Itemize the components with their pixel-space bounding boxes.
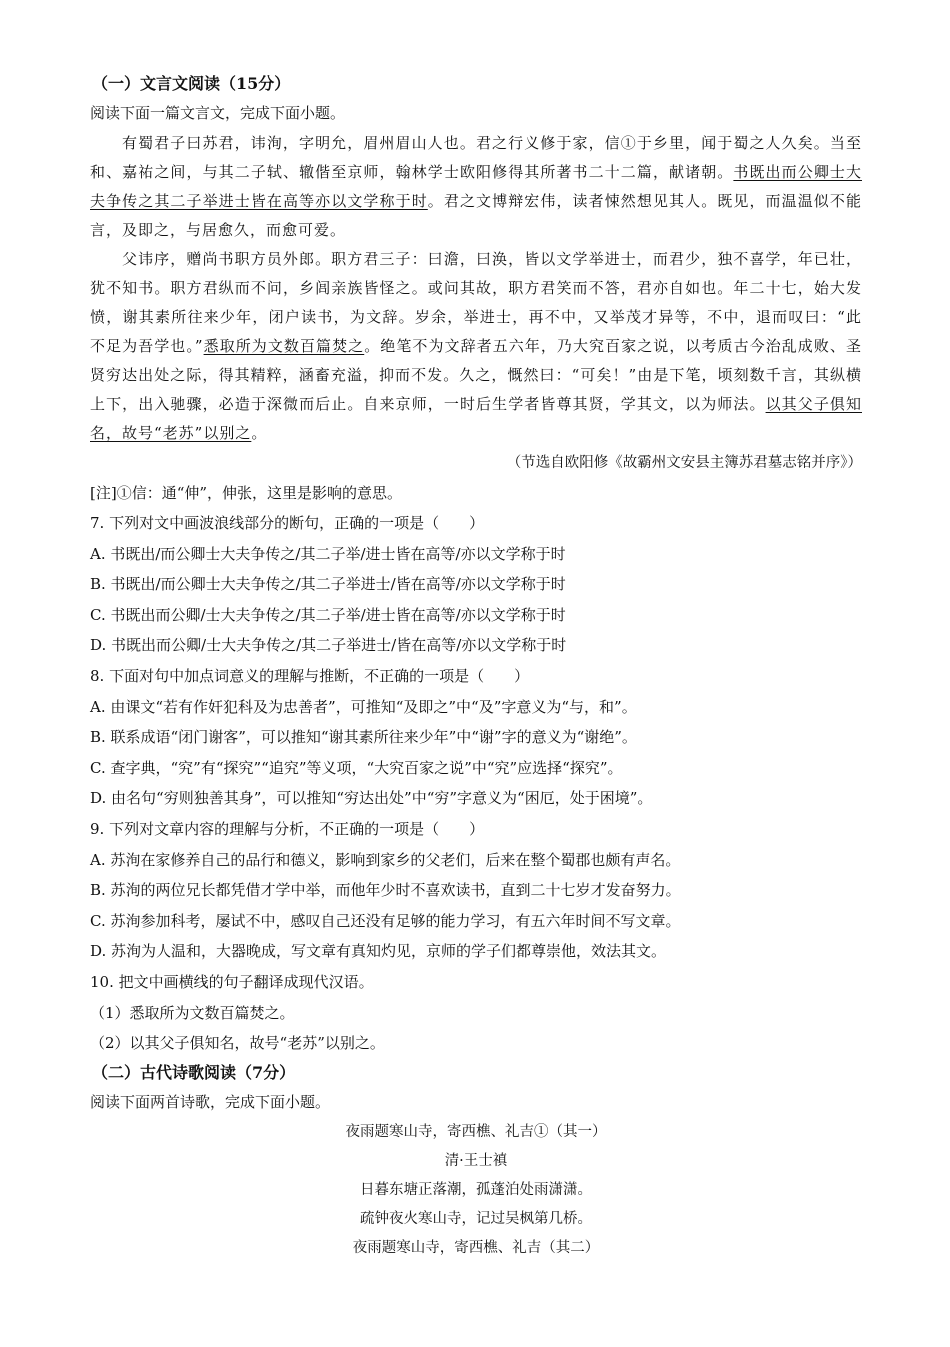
question-10 [90,967,862,1059]
exam-page [90,70,862,1263]
poem-1-line-1: 日暮东塘正落潮，孤蓬泊处雨潇潇。 [360,1181,592,1198]
underlined-sentence-1: 悉取所为文数百篇焚之 [203,337,365,355]
question-8 [90,661,862,814]
underlined-sentence-2: 以其父子俱知名，故号“老苏”以别之 [90,395,862,442]
passage-note: [注]①信：通“伸”，伸张，这里是影响的意思。 [90,484,403,502]
question-7-option-d: D. 书既出而公卿/士大夫争传之/其二子举进士/皆在高等/亦以文学称于时 [90,636,567,655]
passage-paragraph-1 [90,129,862,245]
question-8-option-a: A. 由课文“若有作奸犯科及为忠善者”，可推知“及即之”中“及”字意义为“与，和”。 [90,697,637,716]
section-title-classical: （一）文言文阅读（15分） [92,74,291,93]
question-9-option-a: A. 苏洵在家修养自己的品行和德义，影响到家乡的父老们，后来在整个蜀郡也颇有声名。 [90,850,681,869]
poem-1-title: 夜雨题寒山寺，寄西樵、礼吉①（其一） [345,1123,607,1140]
question-10-item-2: （2）以其父子俱知名，故号“老苏”以别之。 [90,1034,385,1053]
question-10-stem: 10. 把文中画横线的句子翻译成现代汉语。 [90,972,374,991]
passage-p2-text-b: 。绝笔不为文辞者五六年，乃大究百家之说，以考质古今治乱成败、圣贤穷达出处之际，得其精粹，涵畜充溢，抑而不发。久之，慨然曰：“可矣！”由是下笔，顷刻数千言，其纵横上下，出入驰骤，必造于深微而后止。自来京师，一时后生学者皆尊其贤，学其文，以为师法。 [90,337,862,413]
passage-p2-text-c: 。 [251,424,268,442]
passage-p1-text-a: 有蜀君子曰苏君，讳洵，字明允，眉州眉山人也。君之行义修于家，信①于乡里，闻于蜀之人久矣。当至和、嘉祐之间，与其二子轼、辙偕至京师，翰林学士欧阳修得其所著书二十二篇，献诸朝。 [90,134,862,181]
question-7-option-b: B. 书既出/而公卿士大夫争传之/其二子举进士/皆在高等/亦以文学称于时 [90,575,566,594]
question-8-option-b: B. 联系成语“闭门谢客”，可以推知“谢其素所往来少年”中“谢”字的意义为“谢绝”。 [90,728,637,747]
passage-p2-text-a: 父讳序，赠尚书职方员外郎。职方君三子：曰澹，曰涣，皆以文学举进士，而君少，独不喜学，年已壮，犹不知书。职方君纵而不问，乡闾亲族皆怪之。或问其故，职方君笑而不答，君亦自如也。年二十七，始大发愤，谢其素所往来少年，闭户读书，为文辞。岁余，举进士，再不中，又举茂才异等，不中，退而叹曰：“此不足为吾学也。” [90,250,862,355]
question-7-stem: 7. 下列对文中画波浪线部分的断句，正确的一项是（ ） [90,514,485,532]
poem-author: 清·王士禛 [444,1152,508,1169]
question-9-stem: 9. 下列对文章内容的理解与分析，不正确的一项是（ ） [90,819,485,838]
question-8-stem: 8. 下面对句中加点词意义的理解与推断，不正确的一项是（ ） [90,666,530,685]
question-8-option-d: D. 由名句“穷则独善其身”，可以推知“穷达出处”中“穷”字意义为“困厄，处于困境”。 [90,789,653,808]
question-7-option-c: C. 书既出而公卿/士大夫争传之/其二子举/进士皆在高等/亦以文学称于时 [90,605,566,624]
question-9 [90,814,862,967]
question-7 [90,508,862,661]
poem-2-title: 夜雨题寒山寺，寄西樵、礼吉（其二） [352,1239,600,1256]
question-9-option-d: D. 苏洵为人温和，大器晚成，写文章有真知灼见，京师的学子们都尊崇他，效法其文。 [90,942,667,961]
question-8-option-c: C. 查字典，“究”有“探究”“追究”等义项，“大究百家之说”中“究”应选择“探究”。 [90,758,623,777]
passage-source: （节选自欧阳修《故霸州文安县主簿苏君墓志铭并序》） [506,455,862,471]
instruction-classical: 阅读下面一篇文言文，完成下面小题。 [90,104,346,122]
question-7-option-a: A. 书既出/而公卿士大夫争传之/其二子举/进士皆在高等/亦以文学称于时 [90,544,566,563]
question-10-item-1: （1）悉取所为文数百篇焚之。 [90,1003,295,1022]
question-9-option-c: C. 苏洵参加科考，屡试不中，感叹自己还没有足够的能力学习，有五六年时间不写文章。 [90,911,681,930]
question-9-option-b: B. 苏洵的两位兄长都凭借才学中举，而他年少时不喜欢读书，直到二十七岁才发奋努力。 [90,881,681,900]
wavy-underlined-sentence: 书既出而公卿士大夫争传之其二子举进士皆在高等亦以文学称于时 [90,163,862,210]
poem-1-line-2: 疏钟夜火寒山寺，记过吴枫第几桥。 [360,1210,592,1227]
passage-paragraph-2 [90,245,862,448]
instruction-poetry: 阅读下面两首诗歌，完成下面小题。 [90,1092,331,1111]
section-title-poetry: （二）古代诗歌阅读（7分） [92,1062,296,1082]
passage-p1-text-b: 。君之文博辩宏伟，读者悚然想见其人。既见，而温温似不能言，及即之，与居愈久，而愈可爱。 [90,192,862,239]
